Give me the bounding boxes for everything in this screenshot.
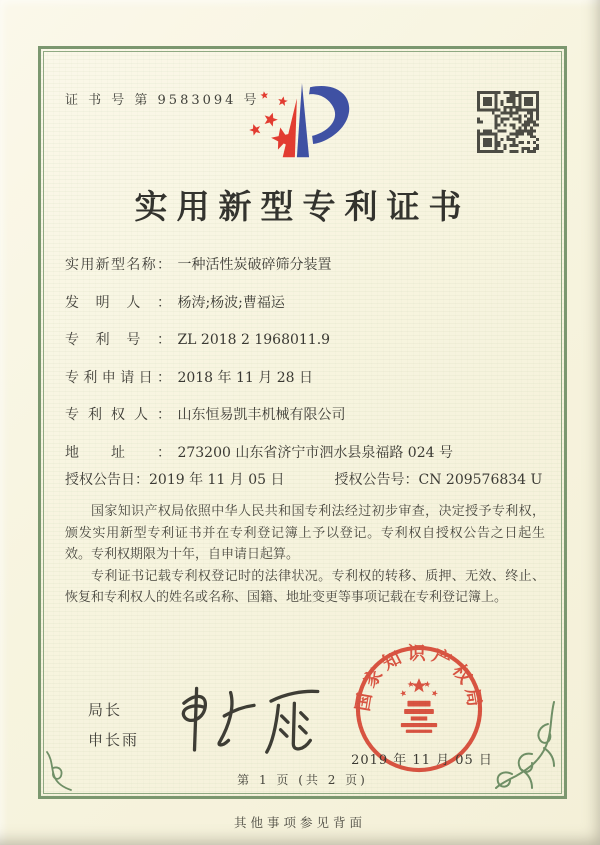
field-invention-name <box>65 254 543 274</box>
field-value: 杨涛;杨波;曹福运 <box>177 294 285 311</box>
director-title: 局长 <box>88 701 123 719</box>
field-filing-date <box>65 367 543 387</box>
national-emblem-icon <box>399 678 438 733</box>
svg-text:国家知识产权局: 国家知识产权局 <box>353 643 485 713</box>
certificate-title: 实用新型专利证书 <box>134 187 471 226</box>
field-patent-number <box>65 329 543 349</box>
back-note: 其他事项参见背面 <box>233 815 366 830</box>
field-value: ZL 2018 2 1968011.9 <box>177 332 331 348</box>
corner-ornament-icon <box>492 696 560 794</box>
director-block <box>88 699 139 759</box>
field-value: 一种活性炭破碎筛分装置 <box>177 257 332 273</box>
field-address <box>65 442 543 462</box>
director-name: 申长雨 <box>88 731 140 749</box>
field-value: 2018 年 11 月 28 日 <box>177 369 313 386</box>
field-label: 专利申请日： <box>65 369 171 386</box>
cnipa-logo-icon <box>233 71 375 185</box>
field-label: 地址： <box>65 444 171 461</box>
certificate-number: 证 书 号 第 9583094 号 <box>65 93 260 108</box>
certificate-fields <box>65 254 543 479</box>
certificate-border <box>38 46 567 799</box>
field-label: 发明人： <box>65 294 171 311</box>
field-label: 专利号： <box>65 332 171 348</box>
corner-ornament-icon <box>43 750 73 794</box>
grant-number-value: CN 209576834 U <box>418 472 543 488</box>
legal-text <box>65 501 545 609</box>
legal-paragraph: 专利证书记载专利权登记时的法律状况。专利权的转移、质押、无效、终止、恢复和专利权人的姓名或名称、国籍、地址变更等事项记载在专利登记簿上。 <box>65 568 545 605</box>
legal-paragraph: 国家知识产权局依照中华人民共和国专利法经过初步审查，决定授予专利权，颁发实用新型专利证书并在专利登记簿上予以登记。专利权自授权公告之日起生效。专利权期限为十年，自申请日起算。 <box>65 504 545 562</box>
grant-number-label: 授权公告号： <box>334 472 419 488</box>
grant-date-value: 2019 年 11 月 05 日 <box>149 472 285 488</box>
page-number: 第 1 页 (共 2 页) <box>237 773 368 787</box>
grant-row <box>65 469 555 489</box>
field-value: 山东恒易凯丰机械有限公司 <box>177 407 346 423</box>
grant-date-label: 授权公告日： <box>65 472 149 488</box>
field-label: 专利权人： <box>65 407 171 423</box>
qr-code <box>477 91 539 153</box>
field-inventors <box>65 292 543 312</box>
field-patentee <box>65 404 543 424</box>
seal-date: 2019 年 11 月 05 日 <box>351 753 493 768</box>
director-signature <box>169 679 339 771</box>
field-label: 实用新型名称： <box>65 257 171 273</box>
field-value: 273200 山东省济宁市泗水县泉福路 024 号 <box>177 444 453 461</box>
